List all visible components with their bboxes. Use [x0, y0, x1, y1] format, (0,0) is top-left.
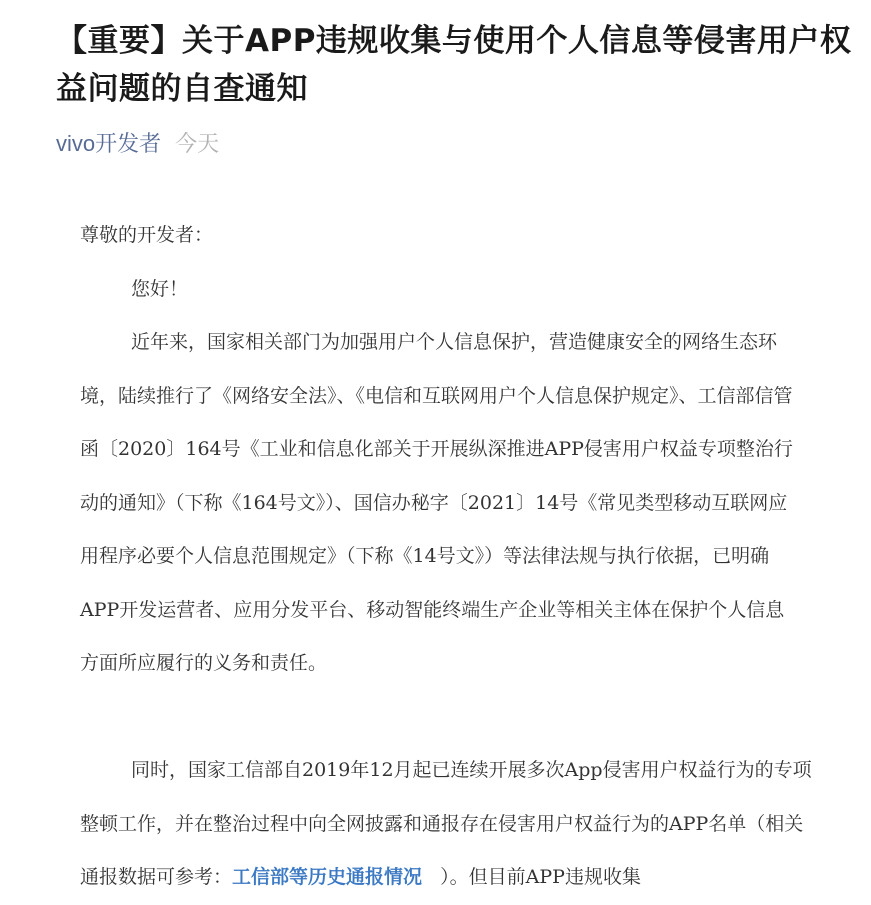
greeting: 您好！	[131, 277, 189, 300]
history-report-link[interactable]: 工信部等历史通报情况	[232, 866, 423, 888]
paragraph	[80, 744, 820, 905]
paragraph-text: 同时，国家工信部自2019年12月起已连续开展多次App侵害用户权益行为的专项整顿工作，并在整治过程中向全网披露和通报存在侵害用户权益行为的APP名单（相关通报数据可参考：	[80, 759, 812, 888]
paragraph: 近年来，国家相关部门为加强用户个人信息保护，营造健康安全的网络生态环境，陆续推行了《网络安全法》、《电信和互联网用户个人信息保护规定》、工信部信管函〔2020〕164号《工业和信息化部关于开展纵深推进APP侵害用户权益专项整治行动的通知》（下称《164号文》）、国信办秘字〔2021〕14号《常见类型移动互联网应用程序必要个人信息范围规定》（下称《14号文》）等法律法规与执行依据，已明确APP开发运营者、应用分发平台、移动智能终端生产企业等相关主体在保护个人信息方面所应履行的义务和责任。	[80, 331, 793, 674]
article-meta	[56, 127, 219, 161]
author-link[interactable]: vivo开发者	[56, 131, 162, 156]
paragraph-spacer	[80, 691, 820, 745]
publish-date: 今天	[175, 131, 220, 156]
article-body	[80, 209, 820, 905]
article-title: 【重要】关于APP违规收集与使用个人信息等侵害用户权益问题的自查通知	[56, 23, 852, 107]
paragraph-text: ）。但目前APP违规收集	[422, 866, 641, 888]
salutation: 尊敬的开发者：	[80, 224, 214, 246]
